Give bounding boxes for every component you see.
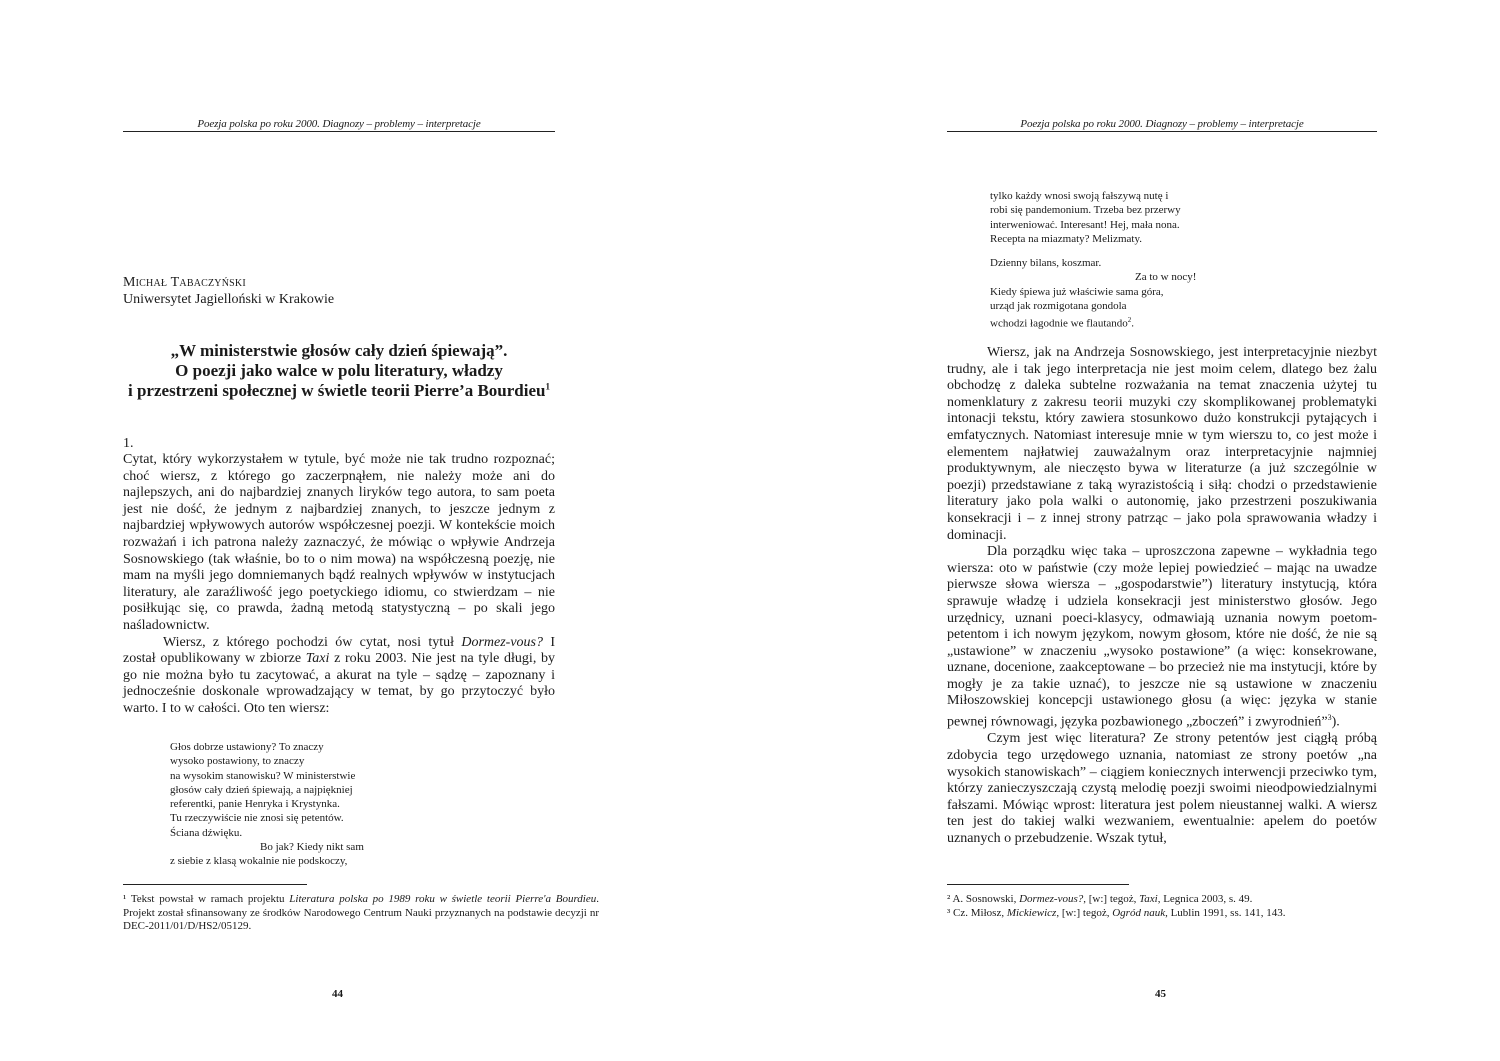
poem-line: referentki, panie Henryka i Krystynka. [170, 798, 340, 811]
poem-line: Ściana dźwięku. [170, 826, 243, 839]
footnote-marker: 3 [1327, 713, 1332, 723]
poem-line: Tu rzeczywiście nie znosi się petentów. [170, 812, 344, 825]
header-rule [947, 131, 1377, 132]
poem-line: Głos dobrze ustawiony? To znaczy [170, 741, 324, 753]
header-rule [123, 131, 555, 132]
paragraph: Dla porządku więc taka – uproszczona zapewne – wykładnia tego wiersza: oto w państwie (czy może lepiej powiedzieć – mając na uwadze pierwsze słowa wiersza – „gospodarstwie”) literatury instytucją, która sprawuje władzę i udziela konsekracji jest ministerstwo głosów. Jego urzędnicy, uznani poeci-klasycy, odmawiają uznania nowym poetom-petentom i ich nowym językom, nowym głosom, które nie dość, że nie są „ustawione” w znaczeniu „wysoko postawione” (a więc: konsekrowane, uznane, docenione, zaakceptowane – bo przecież nie ma instytucji, które by mogły je za takie uznać), to jeszcze nie są ustawione w znaczeniu Miłoszowskiej koncepcji ustawionego głosu (a więc: języka w stanie pewnej równowagi, języka pozbawionego „zboczeń” i zwyrodnień”$^3$). [947, 544, 1377, 730]
poem-line: wchodzi łagodnie we flautando$^2$. [990, 316, 1135, 331]
footnote: ¹ Tekst powstał w ramach projektu Literatura polska po 1989 roku w świetle teorii Pierre'a Bourdieu. Projekt został sfinansowany ze środków Narodowego Centrum Nauki przyznanych na podstawie decyzji nr DEC-2011/01/D/HS2/05129. [123, 893, 599, 932]
poem-line: Za to w nocy! [1135, 271, 1197, 284]
body-text [947, 345, 1377, 847]
poem-line: wysoko postawiony, to znaczy [170, 755, 305, 768]
poem-line: Bo jak? Kiedy nikt sam [260, 841, 364, 854]
author-block [123, 274, 334, 308]
poem-line: tylko każdy wnosi swoją fałszywą nutę i [990, 190, 1169, 202]
footnote: ² A. Sosnowski, Dormez-vous?, [w:] tegoż, Taxi, Legnica 2003, s. 49. [947, 893, 1253, 905]
author-name: Michał Tabaczyński [123, 275, 246, 290]
poem-line: robi się pandemonium. Trzeba bez przerwy [990, 204, 1181, 217]
footnote-rule [947, 884, 1129, 885]
footnote-marker: 1 [545, 381, 550, 392]
footnote-rule [123, 884, 307, 885]
poem-quote-continued [990, 189, 1270, 331]
paragraph: Wiersz, jak na Andrzeja Sosnowskiego, jest interpretacyjnie niezbyt trudny, ale i tak jego interpretacja nie jest moim celem, dlatego bez żalu obchodzę z daleka subtelne rozważania na temat znaczenia użytej tu nomenklatury z zakresu teorii muzyki czy skomplikowanej problematyki intonacji tekstu, który zawiera stosunkowo dużo konstrukcji pytających i emfatycznych. Natomiast interesuje mnie w tym wierszu to, co jest może i elementem najłatwiej zauważalnym oraz interpretacyjnie najmniej produktywnym, ale nieczęsto bywa w literaturze (a już szczególnie w poezji) przedstawiane z taką wyrazistością i siłą: chodzi o przedstawienie literatury jako pola walki o autonomię, jako przestrzeni poszukiwania konsekracji i – z innej strony patrząc – jako pola sprawowania władzy i dominacji. [947, 345, 1377, 543]
title-line-2: O poezji jako walce w polu literatury, władzy [175, 361, 503, 380]
page-number: 45 [1155, 988, 1166, 1000]
poem-line: Kiedy śpiewa już właściwie sama góra, [990, 285, 1164, 298]
footnotes [947, 893, 1377, 920]
poem-line: Recepta na miazmaty? Melizmaty. [990, 232, 1142, 245]
footnotes [123, 893, 599, 934]
poem-line: głosów cały dzień śpiewają, a najpiękniej [170, 783, 353, 796]
poem-quote [170, 740, 430, 869]
poem-line: Dzienny bilans, koszmar. [990, 257, 1102, 270]
footnote-marker: 2 [1127, 316, 1132, 325]
article-title [123, 341, 555, 401]
author-affiliation: Uniwersytet Jagielloński w Krakowie [123, 292, 335, 307]
poem-line: urząd jak rozmigotana gondola [990, 300, 1127, 313]
paragraph: Czym jest więc literatura? Ze strony petentów jest ciągłą próbą zdobycia tego urzędowego uznania, natomiast ze strony poetów „na wysokich stanowiskach” – ciągiem koniecznych interwencji przeciwko tym, którzy zanieczyszczają czystą melodię poezji swoimi nieodpowiedzialnymi fałszami. Mówiąc wprost: literatura jest polem nieustannej walki. A wiersz ten jest do takiej walki wezwaniem, ewentualnie: apelem do poetów uznanych o przebudzenie. Wszak tytuł, [947, 731, 1377, 846]
right-page [750, 0, 1500, 1061]
title-line-1: „W ministerstwie głosów cały dzień śpiewają”. [170, 341, 508, 360]
poem-title-ref: Dormez-vous? [461, 634, 543, 650]
poem-line: z siebie z klasą wokalnie nie podskoczy, [170, 855, 348, 868]
footnote: ³ Cz. Miłosz, Mickiewicz, [w:] tegoż, Ogród nauk, Lublin 1991, ss. 141, 143. [947, 906, 1286, 919]
section-number: 1. [123, 436, 134, 451]
running-header: Poezja polska po roku 2000. Diagnozy – problemy – interpretacje [197, 118, 481, 130]
paragraph: Wiersz, z którego pochodzi ów cytat, nosi tytuł Dormez-vous? I został opublikowany w zbiorze Taxi z roku 2003. Nie jest na tyle długi, by go nie można było tu zacytować, a akurat na tyle – sądzę – zapoznany i jednocześnie doskonale wprowadzający w temat, by go przytoczyć było warto. I to w całości. Oto ten wiersz: [123, 634, 555, 716]
title-line-3-text: i przestrzeni społecznej w świetle teorii Pierre’a Bourdieu [128, 381, 546, 400]
paragraph: Cytat, który wykorzystałem w tytule, być może nie tak trudno rozpoznać; choć wiersz, z którego go zaczerpnąłem, nie należy może ani do najlepszych, ani do najbardziej znanych liryków tego autora, to sam poeta jest nie dość, że jednym z najbardziej znanych, to jeszcze jednym z najbardziej wpływowych autorów współczesnej poezji. W kontekście moich rozważań i ich patrona należy zaznaczyć, że mówiąc o wpływie Andrzeja Sosnowskiego (tak właśnie, bo to o nim mowa) na współczesną poezję, nie mam na myśli jego domniemanych bądź realnych wpływów w instytucjach literatury, ale zaraźliwość jego poetyckiego idiomu, co stwierdzam – nie posiłkując się, co prawda, żadną metodą statystyczną – po skali jego naśladownictw. [123, 452, 555, 633]
running-header: Poezja polska po roku 2000. Diagnozy – problemy – interpretacje [1020, 118, 1304, 130]
book-title-ref: Taxi [305, 651, 330, 667]
poem-line: interweniować. Interesant! Hej, mała nona. [990, 218, 1180, 231]
page-number: 44 [332, 988, 343, 1000]
title-line-3 [123, 381, 555, 401]
body-text [123, 452, 555, 718]
poem-line: na wysokim stanowisku? W ministerstwie [170, 769, 356, 782]
stanza-gap [990, 246, 1270, 256]
